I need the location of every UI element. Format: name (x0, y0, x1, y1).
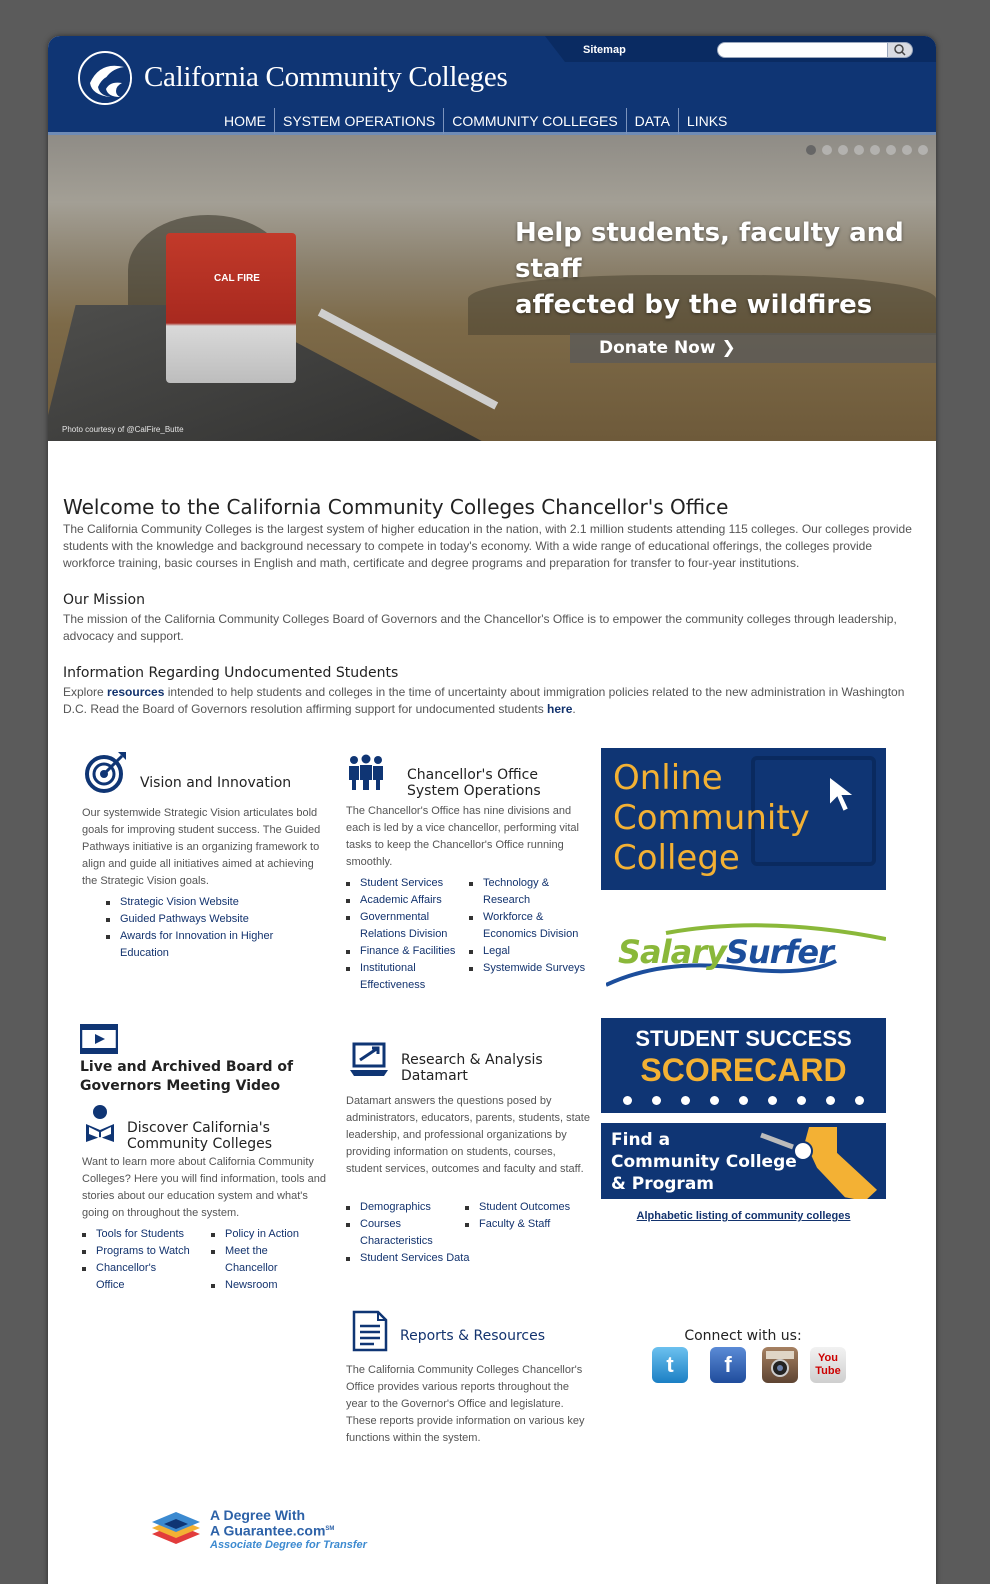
video-icon (80, 1024, 118, 1059)
research-title-line1: Research & Analysis (401, 1052, 543, 1068)
undocumented-text (63, 684, 923, 718)
list-item[interactable]: Courses Characteristics (346, 1216, 436, 1250)
cursor-icon (827, 774, 863, 816)
here-link[interactable]: here (547, 702, 573, 716)
twitter-glyph: t (666, 1352, 674, 1377)
twitter-icon[interactable] (652, 1347, 688, 1383)
research-links-right (465, 1199, 590, 1233)
list-item[interactable]: Chancellor's Office (82, 1260, 162, 1294)
student-success-scorecard-banner[interactable] (601, 1018, 886, 1113)
connect-title: Connect with us: (684, 1328, 802, 1344)
online-line2: Community (613, 798, 810, 838)
slider-dot[interactable] (902, 145, 912, 155)
undocumented-text-part: . (572, 702, 576, 716)
student-reading-icon (82, 1104, 118, 1149)
youtube-glyph: You Tube (815, 1352, 841, 1377)
list-item[interactable]: Student Services (346, 875, 462, 892)
list-item[interactable]: Programs to Watch (82, 1243, 202, 1260)
hero-headline-line2: affected by the wildfires (515, 290, 873, 320)
ccc-logo-icon[interactable] (78, 51, 132, 105)
degree-line2-text: A Guarantee.com (210, 1522, 326, 1539)
chancellor-title-line2: System Operations (407, 783, 541, 799)
site-title[interactable]: California Community Colleges (144, 61, 508, 93)
discover-title[interactable] (127, 1120, 272, 1152)
reports-text: The California Community Colleges Chancellor's Office provides various reports throughout the year to the Governor's Office and legislature. These reports provide information on various key functions within the system. (346, 1364, 585, 1444)
list-item[interactable]: Systemwide Surveys (469, 960, 594, 977)
site-header (48, 36, 936, 135)
slider-dot[interactable] (870, 145, 880, 155)
degree-tagline: Associate Degree for Transfer (210, 1539, 367, 1551)
chancellor-title-line1: Chancellor's Office (407, 767, 538, 783)
discover-links-left (82, 1226, 202, 1294)
vision-links (106, 894, 306, 962)
discover-text: Want to learn more about California Community Colleges? Here you will find information, tools and stories about our education system and what's going on throughout the system. (82, 1156, 326, 1219)
vision-text: Our systemwide Strategic Vision articulates bold goals for improving student success. The Guided Pathways initiative is an organizing framework to align and guide all initiatives aimed at achieving the Strategic Vision goals. (82, 807, 321, 887)
board-video-title-line2: Governors Meeting Video (80, 1078, 281, 1094)
salary-text: Salary (618, 933, 726, 971)
research-title-line2: Datamart (401, 1068, 468, 1084)
donate-now-button[interactable]: Donate Now ❯ (599, 338, 736, 358)
resources-link[interactable]: resources (107, 685, 165, 699)
instagram-icon[interactable] (762, 1347, 798, 1383)
list-item[interactable]: Guided Pathways Website (106, 911, 306, 928)
degree-line1: A Degree With (210, 1507, 306, 1523)
research-title[interactable] (401, 1052, 543, 1084)
facebook-glyph: f (724, 1352, 732, 1377)
nav-links[interactable]: LINKS (678, 108, 735, 134)
fire-truck-image (166, 233, 296, 383)
slider-dot[interactable] (854, 145, 864, 155)
graduation-stack-icon (150, 1508, 202, 1552)
online-line1: Online (613, 758, 723, 798)
facebook-icon[interactable] (710, 1347, 746, 1383)
search-button[interactable] (887, 42, 913, 58)
search-input[interactable] (717, 42, 889, 58)
research-links-left (346, 1199, 470, 1267)
laptop-chart-icon (350, 1042, 392, 1083)
salary-surfer-logo (618, 933, 833, 971)
list-item[interactable]: Student Services Data (346, 1250, 486, 1267)
discover-title-line2: Community Colleges (127, 1136, 273, 1152)
slider-dots (806, 145, 928, 155)
list-item[interactable]: Demographics (346, 1199, 461, 1216)
photo-credit: Photo courtesy of @CalFire_Butte (62, 425, 184, 434)
find-cc-text (611, 1129, 797, 1195)
list-item[interactable]: Finance & Facilities (346, 943, 462, 960)
mission-title: Our Mission (63, 592, 145, 608)
chancellor-links-right (469, 875, 594, 977)
undocumented-text-part: Explore (63, 685, 108, 699)
degree-guarantee-logo[interactable] (148, 1506, 388, 1556)
list-item[interactable]: Tools for Students (82, 1226, 202, 1243)
list-item[interactable]: Workforce & Economics Division (469, 909, 594, 943)
list-item[interactable]: Legal (469, 943, 594, 960)
slider-dot[interactable] (918, 145, 928, 155)
mission-text: The mission of the California Community Colleges Board of Governors and the Chancellor's Office is to empower the community colleges through leadership, advocacy and support. (63, 612, 897, 643)
list-item[interactable]: Policy in Action (211, 1226, 321, 1243)
online-community-college-banner[interactable] (601, 748, 886, 890)
people-icon (346, 754, 386, 795)
salary-surfer-banner[interactable] (606, 921, 886, 991)
online-line3: College (613, 838, 740, 878)
discover-title-line1: Discover California's (127, 1120, 270, 1136)
list-item[interactable]: Institutional Effectiveness (346, 960, 462, 994)
alphabetic-listing-link[interactable]: Alphabetic listing of community colleges (636, 1210, 851, 1222)
page (48, 36, 936, 1584)
slider-dot[interactable] (806, 145, 816, 155)
surfer-text: Surfer (725, 933, 833, 971)
youtube-icon[interactable] (810, 1347, 846, 1383)
undocumented-title: Information Regarding Undocumented Students (63, 665, 399, 681)
search-icon (888, 43, 912, 57)
truck-label: CAL FIRE (214, 273, 260, 284)
slider-dot[interactable] (886, 145, 896, 155)
scorecard-dots (623, 1096, 864, 1105)
list-item[interactable]: Student Outcomes (465, 1199, 590, 1216)
find-line3: & Program (611, 1174, 715, 1194)
scorecard-line2: SCORECARD (640, 1052, 847, 1088)
nav-home[interactable]: HOME (224, 113, 266, 129)
online-cc-text (613, 758, 810, 878)
nav-system-operations[interactable]: SYSTEM OPERATIONS (274, 108, 443, 134)
sitemap-link[interactable]: Sitemap (583, 44, 626, 56)
list-item[interactable]: Academic Affairs (346, 892, 462, 909)
chancellor-text: The Chancellor's Office has nine divisions and each is led by a vice chancellor, performing vital tasks to keep the Chancellor's Office running smoothly. (346, 805, 579, 868)
vision-title[interactable]: Vision and Innovation (140, 775, 292, 791)
list-item[interactable]: Meet the Chancellor (211, 1243, 291, 1277)
camera-lens-icon (762, 1347, 798, 1383)
chancellor-links-left (346, 875, 462, 994)
hero-banner[interactable] (48, 135, 936, 441)
reports-title[interactable]: Reports & Resources (400, 1328, 546, 1344)
welcome-title: Welcome to the California Community Colleges Chancellor's Office (63, 495, 729, 519)
service-mark: SM (325, 1526, 335, 1532)
discover-links-right (211, 1226, 321, 1294)
list-item[interactable]: Newsroom (211, 1277, 321, 1294)
welcome-text: The California Community Colleges is the largest system of higher education in the nation, with 2.1 million students attending 115 colleges. Our colleges provide students with the knowledge and background necessary to compete in today's economy. With a wide range of educational offerings, the colleges provide workforce training, basic courses in English and math, certificate and degree programs and preparation for transfer to four-year institutions. (63, 522, 912, 570)
nav-data[interactable]: DATA (626, 108, 678, 134)
list-item[interactable]: Governmental Relations Division (346, 909, 462, 943)
target-icon (84, 748, 130, 799)
list-item[interactable]: Faculty & Staff (465, 1216, 590, 1233)
find-line2: Community College (611, 1152, 797, 1172)
main-nav (216, 108, 735, 134)
nav-community-colleges[interactable]: COMMUNITY COLLEGES (443, 108, 625, 134)
hero-headline-line1: Help students, faculty and staff (515, 218, 904, 284)
list-item[interactable]: Awards for Innovation in Higher Education (106, 928, 306, 962)
list-item[interactable]: Strategic Vision Website (106, 894, 306, 911)
find-community-college-banner[interactable] (601, 1123, 886, 1199)
find-line1: Find a (611, 1130, 671, 1150)
scorecard-line1: STUDENT SUCCESS (635, 1026, 852, 1051)
degree-title (210, 1508, 334, 1538)
slider-dot[interactable] (822, 145, 832, 155)
chancellor-title[interactable] (407, 767, 541, 799)
hero-headline (515, 215, 925, 323)
document-icon (352, 1308, 390, 1357)
list-item[interactable]: Technology & Research (469, 875, 594, 909)
undocumented-text-part: intended to help students and colleges in the time of uncertainty about immigration policies related to the new administration in Washington D.C. Read the Board of Governors resolution affirming support for undocumented students (63, 685, 905, 716)
board-video-title[interactable] (80, 1058, 293, 1096)
research-text: Datamart answers the questions posed by administrators, educators, parents, students, state leadership, and professional organizations by providing information on students, courses, student services, outcomes and faculty and staff. (346, 1095, 590, 1175)
board-video-title-line1: Live and Archived Board of (80, 1059, 294, 1075)
slider-dot[interactable] (838, 145, 848, 155)
degree-line2 (210, 1522, 334, 1538)
